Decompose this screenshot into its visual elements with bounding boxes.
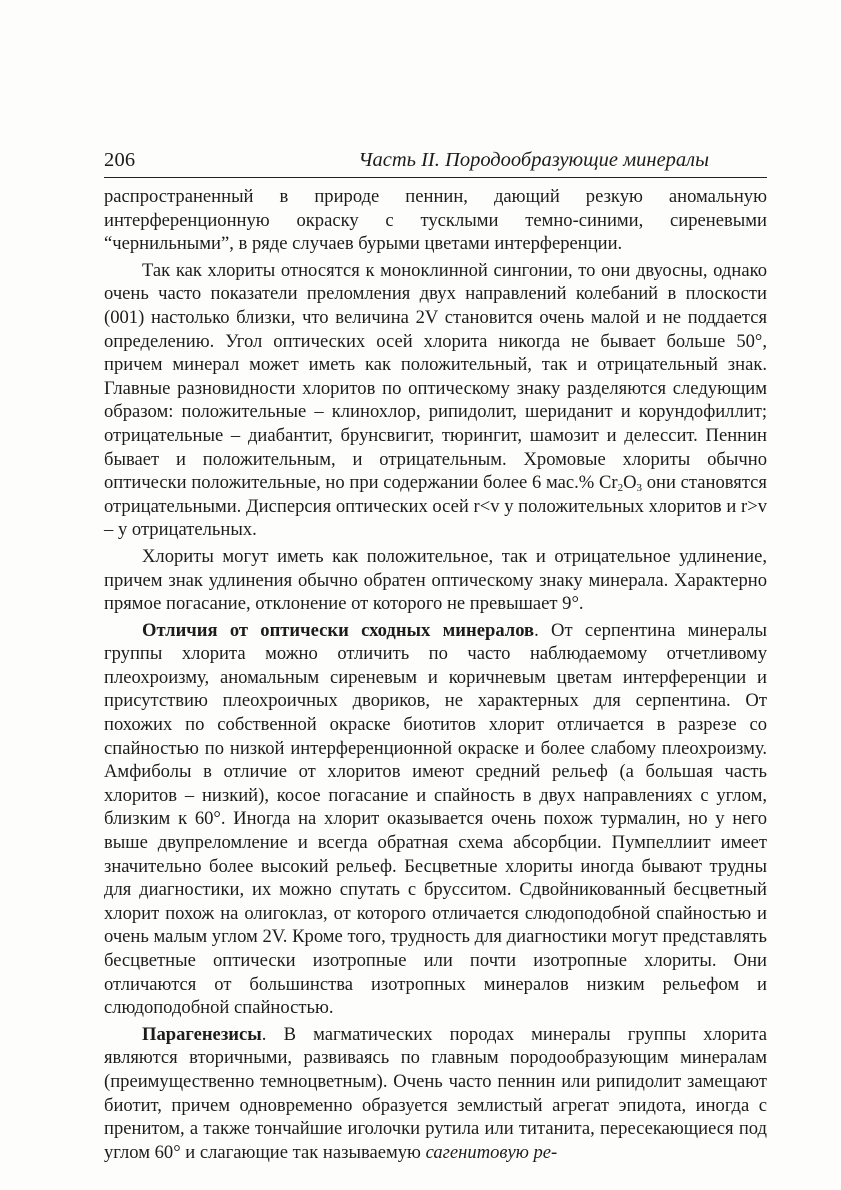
paragraph-text: Хлориты могут иметь как положительное, так и отрицательное удлинение, причем знак удлинения обычно обратен оптическому знаку минерала. Характерно прямое погасание, отклонение от которого не превышает 9°. — [104, 545, 767, 615]
section-lead-parageneses: Парагенезисы — [142, 1023, 262, 1045]
paragraph-text: . В магматических породах минералы группы хлорита являются вторичными, развиваясь по главным породообразующим минералам (преимущественно темноцветным). Очень часто пеннин или рипидолит замещают биотит, причем одновременно образуется землистый агрегат эпидота, иногда с пренитом, а также тончайшие иголочки рутила или титанита, пересекающиеся под углом 60° и слагающие так называемую — [104, 1023, 767, 1163]
section-lead-distinctions: Отличия от оптически сходных минералов — [142, 619, 535, 641]
paragraph-elongation — [104, 545, 767, 616]
paragraph-parageneses — [104, 1023, 767, 1165]
running-title: Часть II. Породообразующие минералы — [358, 149, 709, 171]
paragraph-text: распространенный в природе пеннин, дающий резкую аномальную интерференционную окраску с тусклыми темно-синими, сиреневыми “чернильными”, в ряде случаев бурыми цветами интерференции. — [104, 186, 767, 255]
paragraph-continuation — [104, 185, 767, 256]
running-header — [104, 148, 767, 178]
paragraph-text-end: они становятся отрицательными. Дисперсия оптических осей r<v у положительных хлоритов и r>v – у отрицательных. — [104, 472, 767, 541]
book-page — [104, 148, 767, 1164]
subscript-3: 3 — [636, 482, 643, 495]
paragraph-optics — [104, 259, 767, 542]
paragraph-text-start: Так как хлориты относятся к моноклинной сингонии, то они двуосны, однако очень часто показатели преломления двух направлений колебаний в плоскости (001) настолько близки, что величина 2V становится очень малой и не поддается определению. Угол оптических осей хлорита никогда не бывает больше 50°, причем минерал может иметь как положительный, так и отрицательный знак. Главные разновидности хлоритов по оптическому знаку разделяются следующим образом: положительные – клинохлор, рипидолит, шериданит и корундофиллит; отрицательные – диабантит, брунсвигит, тюрингит, шамозит и делессит. Пеннин бывает и положительным, и отрицательным. Хромовые хлориты обычно оптически положительные, но при содержании более 6 мас.% Cr — [104, 259, 767, 494]
page-number: 206 — [104, 149, 136, 171]
italic-term: сагенитовую ре- — [425, 1141, 558, 1163]
body-text — [104, 185, 767, 1164]
oxygen-symbol: O — [623, 472, 637, 494]
paragraph-distinctions — [104, 619, 767, 1020]
paragraph-text: . От серпентина минералы группы хлорита можно отличить по часто наблюдаемому отчетливому плеохроизму, аномальным сиреневым и коричневым цветам интерференции и присутствию плеохроичных двориков, не характерных для серпентина. От похожих по собственной окраске биотитов хлорит отличается в разрезе со спайностью по низкой интерференционной окраске и более слабому плеохроизму. Амфиболы в отличие от хлоритов имеют средний рельеф (а большая часть хлоритов – низкий), косое погасание и спайность в двух направлениях с углом, близким к 60°. Иногда на хлорит оказывается очень похож турмалин, но у него выше двупреломление и всегда обратная схема абсорбции. Пумпеллиит имеет значительно более высокий рельеф. Бесцветные хлориты иногда бывают трудны для диагностики, их можно спутать с брусситом. Сдвойникованный бесцветный хлорит похож на олигоклаз, от которого отличается слюдоподобной спайностью и очень малым углом 2V. Кроме того, трудность для диагностики могут представлять бесцветные оптически изотропные или почти изотропные хлориты. Они отличаются от большинства изотропных минералов низким рельефом и слюдоподобной спайностью. — [104, 619, 768, 1019]
subscript-2: 2 — [617, 482, 624, 495]
